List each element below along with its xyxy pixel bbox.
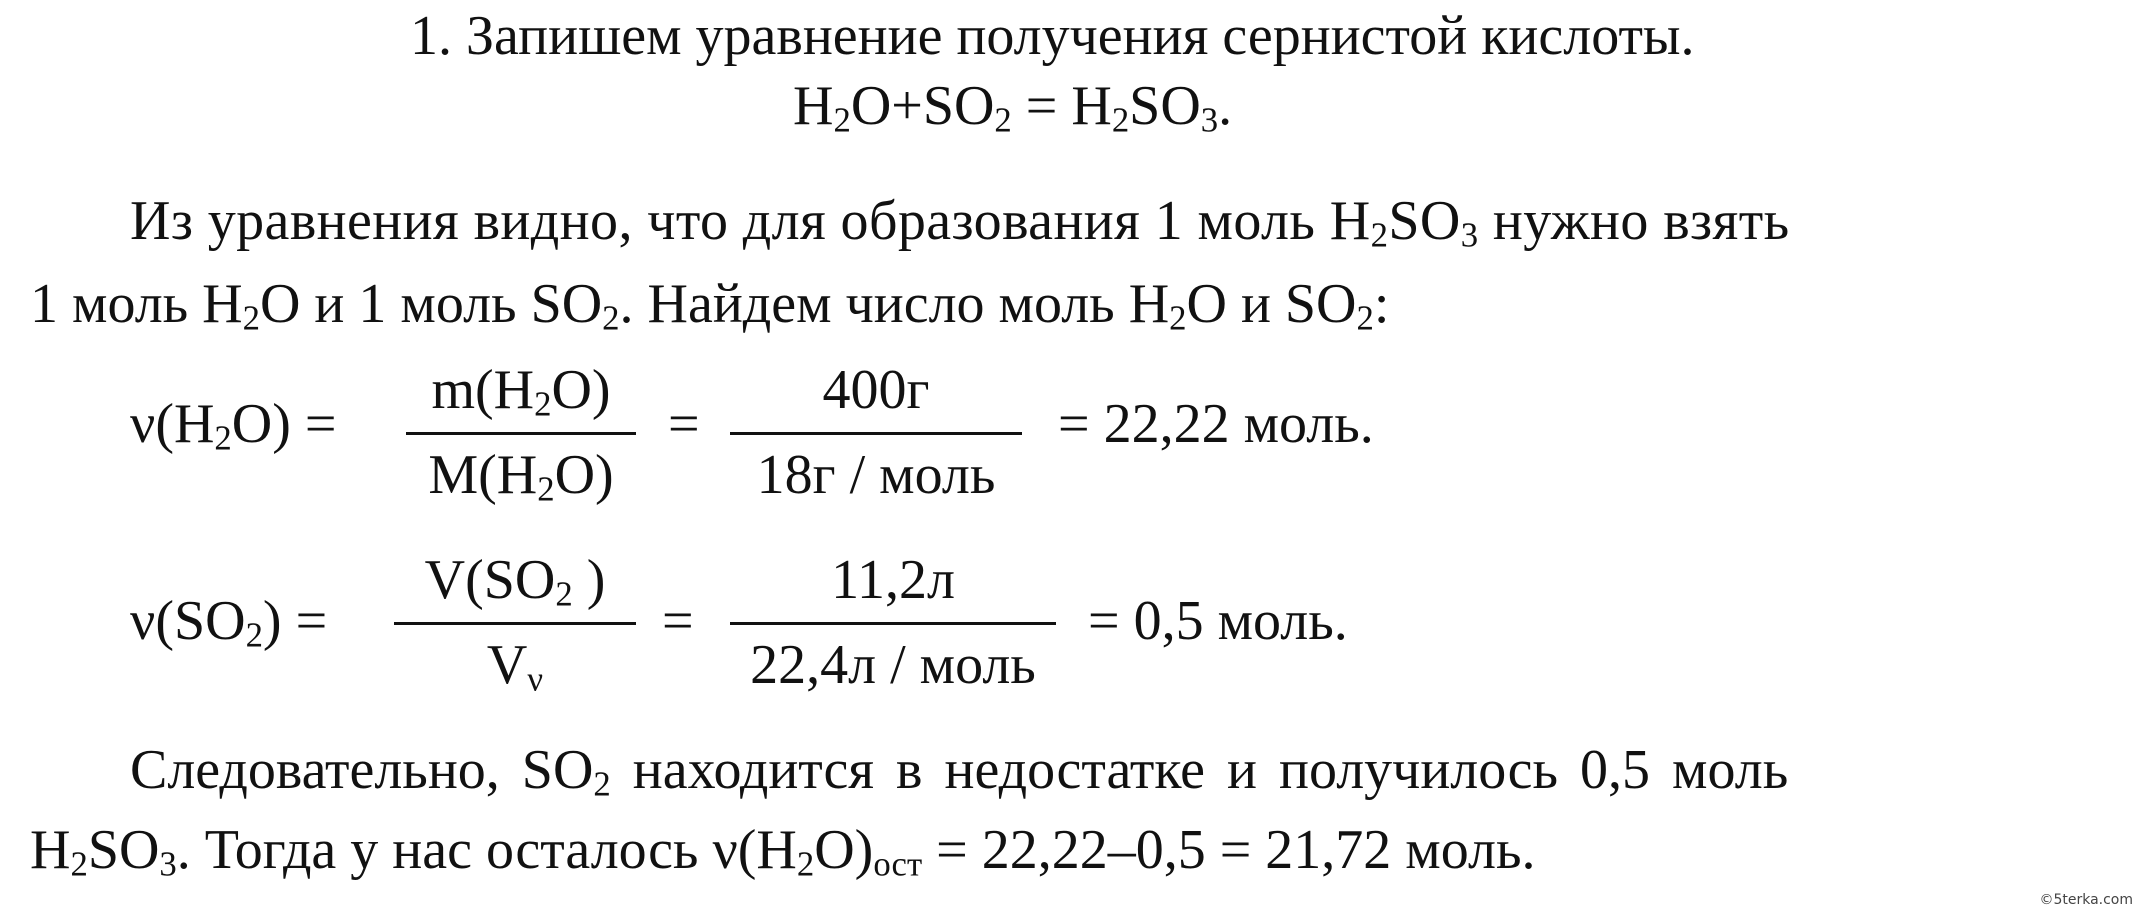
paragraph-2-line-1: Следовательно, $SO_2$ находится в недостатке и получилось 0,5 моль xyxy=(130,739,1789,804)
fraction-denominator: $V_\nu$ xyxy=(486,634,544,699)
fraction-numerator: $V(SO_2$ ) xyxy=(394,552,636,625)
fraction-denominator: $M(H_2O)$ xyxy=(428,444,614,509)
formula-1-fraction-values xyxy=(730,359,1022,506)
formula-2-result: = 0,5 моль. xyxy=(1088,590,1348,652)
formula-2-fraction-volume xyxy=(394,549,636,699)
paragraph-1-line-2: 1 моль $H_2O$ и 1 моль $SO_2$. Найдем число моль $H_2O$ и $SO_2$: xyxy=(30,273,1390,338)
formula-1-fraction-mass xyxy=(406,359,636,509)
formula-2-fraction-values xyxy=(730,549,1056,696)
formula-1-result: = 22,22 моль. xyxy=(1058,393,1374,455)
fraction-numerator: $m(H_2O)$ xyxy=(406,362,636,435)
formula-1-lhs: $\nu(H_2O)$ = xyxy=(130,393,337,458)
reaction-equation: $H_2O+SO_2 = H_2SO_3$. xyxy=(793,75,1233,140)
fraction-numerator: 400г xyxy=(730,362,1022,435)
paragraph-2-line-2: $H_2SO_3$. Тогда у нас осталось $\nu(H_2O)_{ост} = 22,22-0,5 = 21,72$ моль. xyxy=(30,819,1536,884)
formula-1-equals: = xyxy=(668,393,700,455)
fraction-numerator: 11,2л xyxy=(730,552,1056,625)
formula-2-lhs: $\nu(SO_2)$ = xyxy=(130,590,328,655)
paragraph-1-line-1: Из уравнения видно, что для образования 1 моль $H_2SO_3$ нужно взять xyxy=(130,190,1790,255)
heading: 1. Запишем уравнение получения сернистой кислоты. xyxy=(410,5,1695,67)
formula-2-equals: = xyxy=(662,590,694,652)
site-watermark: ©5terka.com xyxy=(2039,892,2133,908)
fraction-denominator: 18г / моль xyxy=(756,444,996,506)
fraction-denominator: 22,4л / моль xyxy=(750,634,1036,696)
